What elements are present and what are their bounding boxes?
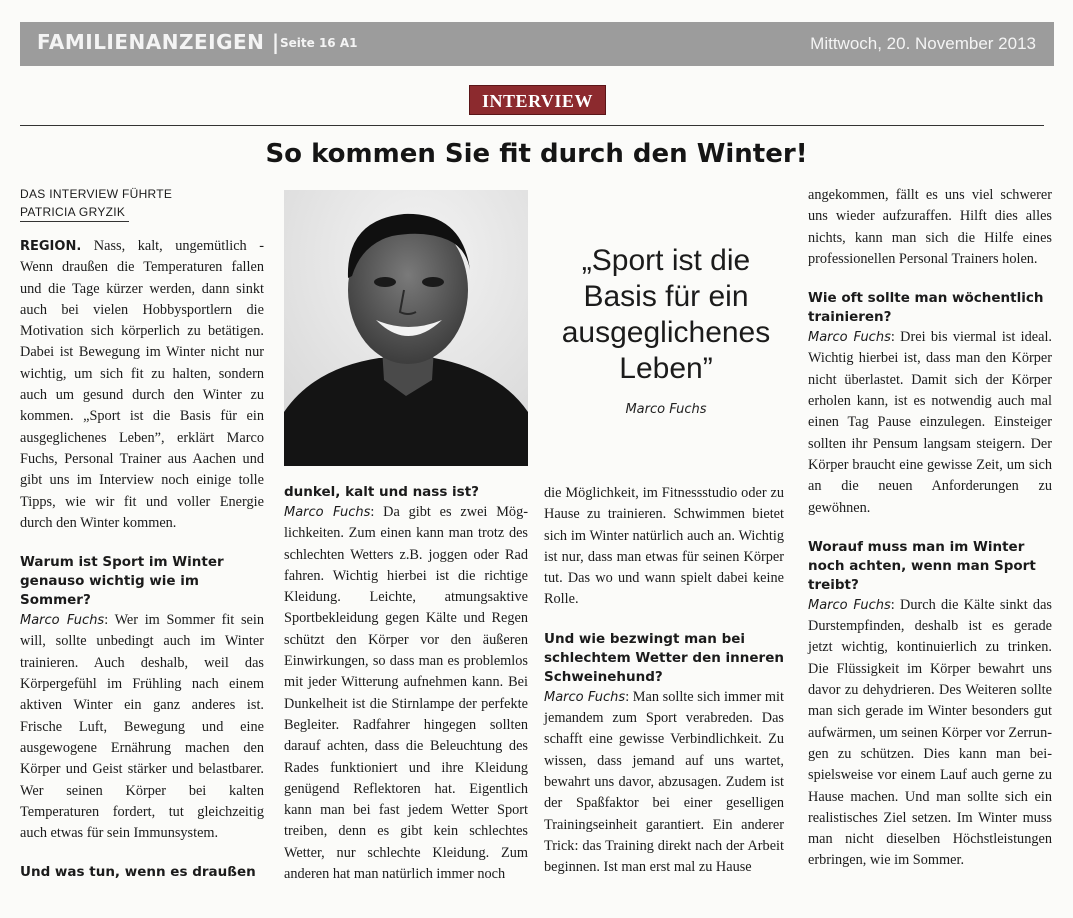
speaker-name: Marco Fuchs (20, 613, 105, 629)
pull-quote-author: Marco Fuchs (625, 402, 707, 417)
answer-3-text: : Man sollte sich immer mit jemandem zum Sport verabreden. Das schafft eine gewisse Verbindlichkeit. Zu wissen, dass jemand auf uns wartet, bewahrt uns davor, abzusagen. Zudem ist der Spaßfaktor bei einer geselligen Trainingseinheit garantiert. Ein anderer Trick: das Training direkt nach der Arbeit beginnen. Ist man erst mal zu Hause (544, 688, 784, 876)
column-1 (20, 185, 264, 882)
answer-1-text: : Wer im Sommer fit sein will, sollte unbedingt auch im Winter trainieren. Auch deshalb, weil das Körpergefühl im Frühling nach einem aktiven Winter ein ganz anderes ist. Frische Luft, Bewegung und eine ausgewogene Ernährung machen den Körper und Geist stärker und belastbarer. Wer seinen Körper bei kalten Temperaturen fordert, tut gleichzeitig auch etwas für sein Immunsystem. (20, 612, 264, 842)
answer-1 (20, 610, 264, 844)
question-4: Wie oft sollte man wöchentlich trainieren? (808, 290, 1044, 326)
answer-5-text: : Durch die Kälte sinkt das Durstempfinden, deshalb ist es gerade jetzt wichtig, kontinuierlich zu trinken. Die Flüssigkeit im Körper bewahrt uns davor zu dehydrieren. Des Weiteren sollte man sich gerade im Winter besonders gut aufwärmen, um seinen Körper vor Zerrungen zu schützen. Dies kann man beispielsweise vor einem Lauf auch gerne zu Hause machen. Und man sollte sich ein realistisches Ziel setzen. Im Winter muss man nicht dieselben Höchstleistungen erbringen, wie im Sommer. (808, 596, 1052, 869)
speaker-name: Marco Fuchs (808, 597, 891, 613)
pull-quote: „Sport ist die Basis für ein ausgeglichenes Leben” (561, 244, 771, 385)
answer-5 (808, 595, 1052, 872)
question-3: Und wie bezwingt man bei schlechtem Wetter den inneren Schweinehund? (544, 630, 784, 685)
portrait-image (284, 190, 528, 466)
question-2-part-1: Und was tun, wenn es draußen (20, 864, 256, 881)
page-header-bar (20, 22, 1054, 66)
answer-4-text: : Drei bis viermal ist ideal. Wichtig hierbei ist, dass man den Körper nicht überlastet. Damit sich der Körper erholen kann, ist es notwendig auch mal einen Tag Pause einzulegen. Einsteiger sollten ihr Pensum langsam steigern. Der Körper braucht eine gewisse Zeit, um sich an die neuen Anforderungen zu gewöhnen. (808, 329, 1052, 516)
column-2 (284, 483, 528, 885)
interview-rubric-badge: INTERVIEW (469, 85, 606, 115)
question-5: Worauf muss man im Winter noch achten, wenn man Sport treibt? (808, 538, 1036, 593)
speaker-name: Marco Fuchs (808, 330, 891, 346)
portrait-photo (284, 190, 528, 466)
article-headline: So kommen Sie fit durch den Winter! (265, 139, 808, 169)
answer-2-continued: die Möglichkeit, im Fitnessstudio oder zu Hause zu trainieren. Schwimmen bietet sich im Winter natürlich auch an. Wichtig ist nur, dass man etwas für seinen Körper tut. Das wo und wann spielt dabei keine Rolle. (544, 485, 784, 608)
page-number: Seite 16 A1 (280, 36, 358, 50)
column-4 (808, 185, 1052, 872)
byline-label: DAS INTERVIEW FÜHRTE (20, 187, 173, 201)
dateline: REGION. (20, 239, 82, 254)
answer-3-continued: angekommen, fällt es uns viel schwerer uns wieder aufzuraffen. Hilft dies alles nichts, kann man sich die Hilfe eines professionellen Personal Trainers holen. (808, 187, 1052, 267)
section-title: FAMILIENANZEIGEN | (37, 30, 280, 54)
lead-paragraph (20, 236, 264, 534)
issue-date: Mittwoch, 20. November 2013 (810, 34, 1036, 53)
speaker-name: Marco Fuchs (544, 689, 626, 705)
byline (20, 185, 264, 222)
header-divider (20, 125, 1044, 126)
answer-4 (808, 327, 1052, 519)
speaker-name: Marco Fuchs (284, 505, 371, 520)
answer-2 (284, 502, 528, 885)
byline-author: PATRICIA GRYZIK (20, 203, 129, 222)
question-2-part-2: dunkel, kalt und nass ist? (284, 484, 480, 500)
column-3 (544, 483, 784, 878)
answer-3 (544, 687, 784, 879)
question-1: Warum ist Sport im Winter genauso wichtig wie im Sommer? (20, 554, 224, 609)
answer-2-text: : Da gibt es zwei Möglichkeiten. Zum einen kann man trotz des schlechten Wetters z.B. joggen oder Rad fahren. Wichtig hierbei ist die richtige Kleidung. Leichte, atmungsaktive Sportbekleidung gegen Kälte und Regen schützt den Körper vor den äußeren Einwirkungen, so dass man es problemlos mit jeder Witterung aufnehmen kann. Bei Dunkelheit ist die Stirnlampe der perfekte Begleiter. Radfahrer hingegen sollten darauf achten, dass die Beleuchtung des Rades funktioniert und ihre Kleidung genügend Reflektoren hat. Eigentlich kann man bei fast jedem Wetter Sport treiben, denn es gibt kein schlechtes Wetter, nur schlechte Kleidung. Zum anderen hat man natürlich immer noch (284, 504, 528, 883)
lead-text: Nass, kalt, ungemütlich - Wenn draußen die Temperaturen fallen und die Tage kürzer werden, dann sinkt auch bei vielen Hobbysportlern die Motivation sich körperlich zu betätigen. Dabei ist Bewegung im Winter nicht nur wichtig, um sich fit zu halten, sondern auch um gesund durch den Winter zu kommen. „Sport ist die Basis für ein ausgeglichenes Leben”, erklärt Marco Fuchs, Personal Trainer aus Aachen und gibt uns im Interview noch einige tolle Tipps, wie wir fit und voller Energie durch den Winter kommen. (20, 238, 264, 531)
